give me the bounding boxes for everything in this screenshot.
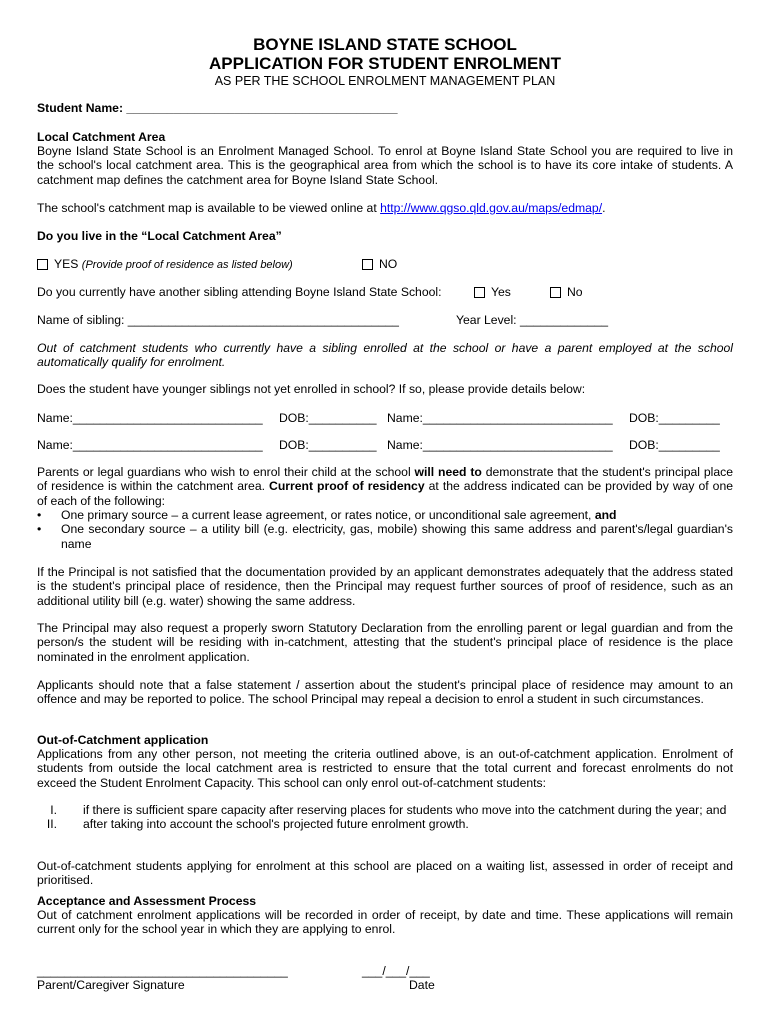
local-catchment-paragraph: Boyne Island State School is an Enrolment Managed School. To enrol at Boyne Island State School you are required to live in the school's local catchment area. This is the geographical area from which the school is to have its core intake of students. A catchment map defines the catchment area for Boyne Island State School.: [37, 144, 733, 187]
local-catchment-heading: Local Catchment Area: [37, 130, 166, 144]
student-name-label: Student Name:: [37, 101, 123, 115]
date-field[interactable]: ___/___/___: [362, 964, 430, 978]
bullet: •: [37, 522, 42, 537]
catchment-map-text: The school's catchment map is available to be viewed online at: [37, 201, 377, 215]
proof-emphasis: will need to: [414, 465, 482, 479]
signature-label: Parent/Caregiver Signature: [37, 978, 185, 992]
proof-text: demonstrate that the student's principal place of residence is within the catchment area.: [37, 465, 734, 494]
proof-list: [37, 508, 733, 551]
catchment-question: Do you live in the “Local Catchment Area”: [37, 229, 282, 243]
younger-siblings-question: Does the student have younger siblings not yet enrolled in school? If so, please provide details below:: [37, 382, 586, 396]
principal-paragraph: If the Principal is not satisfied that the documentation provided by an applicant demonstrates adequately that the address stated is the student's principal place of residence, then the Principal may request further sources of proof of residence, such as an additional utility bill (e.g. water) showing the same address.: [37, 565, 733, 608]
acceptance-paragraph: Out of catchment enrolment applications will be recorded in order of receipt, by date and time. These applications will remain current only for the school year in which they are applying to enrol.: [37, 908, 733, 937]
catchment-no-option[interactable]: [362, 257, 397, 271]
sibling-detail-row: [37, 438, 263, 452]
list-item-text: One secondary source – a utility bill (e.g. electricity, gas, mobile) showing this same address and parent's/legal guardian's name: [61, 522, 733, 551]
catchment-yes-note: (Provide proof of residence as listed below): [81, 259, 293, 271]
sibling-dob-field[interactable]: DOB:_________: [629, 438, 720, 452]
proof-paragraph: [37, 465, 733, 508]
sibling-dob-field[interactable]: DOB:__________: [279, 438, 377, 452]
sibling-name-field[interactable]: ________________________________________: [127, 313, 399, 327]
proof-text: Parents or legal guardians who wish to enrol their child at the school: [37, 465, 415, 479]
sibling-question: Do you currently have another sibling attending Boyne Island State School:: [37, 285, 442, 299]
proof-emphasis: Current proof of residency: [269, 479, 425, 494]
catchment-yes-option[interactable]: [37, 257, 293, 272]
date-label: Date: [409, 978, 435, 992]
catchment-map-end: .: [602, 201, 606, 215]
catchment-map-link[interactable]: http://www.qgso.qld.gov.au/maps/edmap/: [380, 201, 603, 215]
sibling-name-label: Name of sibling:: [37, 313, 125, 327]
out-of-catchment-paragraph: Applications from any other person, not meeting the criteria outlined above, is an out-of-catchment application. Enrolment of students from outside the local catchment area is restricted to ensure that the total current and forecast enrolments do not exceed the Student Enrolment Capacity. This school can only enrol out-of-catchment students:: [37, 747, 733, 790]
year-level-field[interactable]: _____________: [519, 313, 609, 327]
student-name-row: [37, 101, 398, 115]
sibling-no-checkbox[interactable]: [550, 287, 561, 298]
sibling-no-label: No: [567, 285, 583, 299]
signature-field[interactable]: _____________________________________: [37, 964, 288, 978]
list-item-text: if there is sufficient spare capacity after reserving places for students who move into the catchment during the year; and: [83, 803, 727, 817]
out-of-catchment-heading: Out-of-Catchment application: [37, 733, 209, 747]
student-name-field[interactable]: ________________________________________: [126, 101, 398, 115]
catchment-yes-checkbox[interactable]: [37, 259, 48, 270]
sibling-yes-label: Yes: [491, 285, 511, 299]
list-item-emphasis: and: [594, 508, 617, 522]
list-item: [37, 817, 733, 831]
catchment-no-label: NO: [379, 257, 398, 271]
sibling-yes-checkbox[interactable]: [474, 287, 485, 298]
bullet: •: [37, 508, 42, 522]
sibling-no-option[interactable]: [550, 285, 583, 299]
list-item: [37, 522, 733, 551]
sibling-name-field[interactable]: Name:____________________________: [37, 438, 263, 452]
sibling-detail-row: [37, 411, 263, 425]
acceptance-heading: Acceptance and Assessment Process: [37, 894, 257, 908]
sibling-dob-field[interactable]: DOB:_________: [629, 411, 720, 425]
sibling-yes-option[interactable]: [474, 285, 511, 299]
list-item-text: after taking into account the school's projected future enrolment growth.: [83, 817, 469, 832]
form-subtitle: AS PER THE SCHOOL ENROLMENT MANAGEMENT PLAN: [214, 74, 556, 88]
sibling-name-field[interactable]: Name:____________________________: [387, 438, 613, 452]
list-item: [37, 803, 733, 817]
catchment-yes-label: YES: [54, 257, 79, 271]
list-item-number: II.: [46, 817, 57, 832]
catchment-no-checkbox[interactable]: [362, 259, 373, 270]
catchment-map-line: [37, 201, 605, 215]
list-item: [37, 508, 733, 522]
school-title: BOYNE ISLAND STATE SCHOOL: [253, 35, 517, 54]
proof-text: at the address indicated can be provided by way of one of each of the following:: [37, 479, 734, 508]
criteria-list: [37, 803, 733, 832]
list-item-text: One primary source – a current lease agreement, or rates notice, or unconditional sale agreement,: [61, 508, 595, 522]
sibling-name-field[interactable]: Name:____________________________: [387, 411, 613, 425]
form-title: APPLICATION FOR STUDENT ENROLMENT: [209, 54, 561, 73]
sibling-name-field[interactable]: Name:____________________________: [37, 411, 263, 425]
waiting-list-paragraph: Out-of-catchment students applying for enrolment at this school are placed on a waiting list, assessed in order of receipt and prioritised.: [37, 859, 733, 888]
sibling-priority-note: Out of catchment students who currently have a sibling enrolled at the school or have a parent employed at the school automatically qualify for enrolment.: [37, 341, 733, 370]
false-statement-paragraph: Applicants should note that a false statement / assertion about the student's principal place of residence may amount to an offence and may be reported to police. The school Principal may repeal a decision to enrol a student in such circumstances.: [37, 678, 733, 707]
sibling-name-row: [37, 313, 399, 327]
year-level-label: Year Level:: [456, 313, 517, 327]
declaration-paragraph: The Principal may also request a properly sworn Statutory Declaration from the enrolling parent or legal guardian and from the person/s the student will be residing with in-catchment, attesting that the student's principal place of residence is the place nominated in the enrolment application.: [37, 621, 733, 664]
sibling-dob-field[interactable]: DOB:__________: [279, 411, 377, 425]
list-item-number: I.: [50, 803, 57, 817]
year-level-row: [456, 313, 608, 327]
